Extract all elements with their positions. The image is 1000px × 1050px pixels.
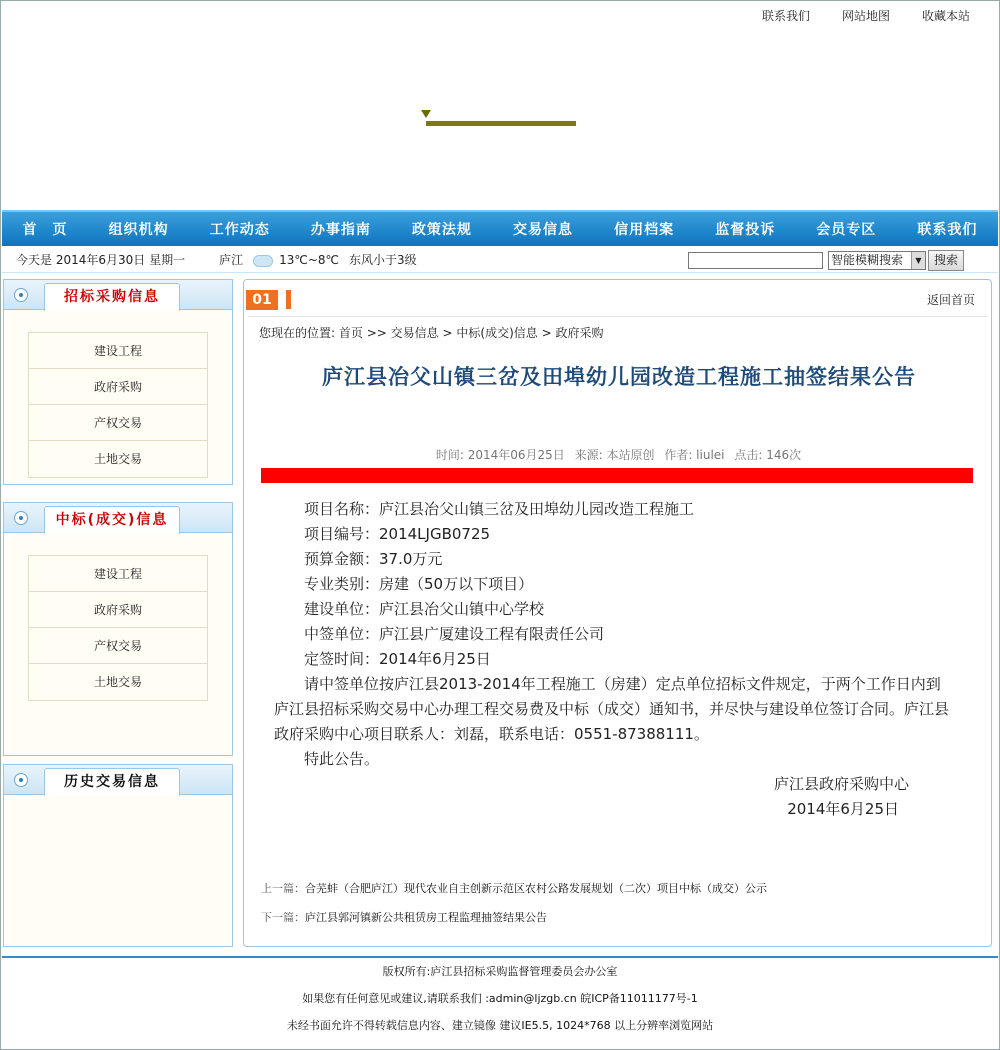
top-link-favorite[interactable]: 收藏本站 [921, 9, 970, 23]
divider [248, 316, 987, 317]
nav-organization[interactable]: 组织机构 [108, 222, 169, 238]
next-article-link[interactable]: 庐江县郭河镇新公共租赁房工程监理抽签结果公告 [305, 911, 547, 924]
article-line: 特此公告。 [304, 750, 380, 768]
weather-city: 庐江 [219, 253, 244, 267]
article-paragraph: 请中签单位按庐江县2013-2014年工程施工（房建）定点单位招标文件规定，于两个工作日内到庐江县招标采购交易中心办理工程交易费及中标（成交）通知书，并尽快与建设单位签订合同。庐江县政府采购中心项目联系人：刘磊，联系电话：0551-87388111。 [274, 675, 950, 743]
back-home-link[interactable]: 返回首页 [926, 293, 975, 307]
red-divider [261, 468, 973, 483]
breadcrumb-sep: >> [366, 326, 387, 340]
bid-item-property[interactable]: 产权交易 [29, 405, 207, 441]
sidebox-win-header [4, 503, 232, 533]
prev-article-link[interactable]: 合芜蚌（合肥庐江）现代农业自主创新示范区农村公路发展规划（二次）项目中标（成交）公示 [305, 882, 767, 895]
breadcrumb-trade-info[interactable]: 交易信息 [390, 326, 439, 340]
search-input[interactable] [688, 252, 823, 269]
article-line: 专业类别：房建（50万以下项目） [304, 575, 534, 593]
search-button[interactable]: 搜索 [928, 250, 964, 271]
next-label: 下一篇： [261, 911, 305, 924]
nav-contact[interactable]: 联系我们 [917, 222, 978, 238]
nav-guide[interactable]: 办事指南 [310, 222, 371, 238]
prev-label: 上一篇： [261, 882, 305, 895]
win-item-property[interactable]: 产权交易 [29, 628, 207, 664]
circle-bullet-icon [14, 773, 28, 787]
nav-work-news[interactable]: 工作动态 [209, 222, 270, 238]
top-link-sitemap[interactable]: 网站地图 [841, 9, 890, 23]
next-article [261, 909, 547, 925]
section-number: 01 [246, 290, 278, 310]
article-line: 项目名称：庐江县冶父山镇三岔及田埠幼儿园改造工程施工 [304, 500, 695, 518]
top-link-contact[interactable]: 联系我们 [761, 9, 810, 23]
circle-bullet-icon [14, 288, 28, 302]
article-line: 中签单位：庐江县广厦建设工程有限责任公司 [304, 625, 605, 643]
top-links [762, 7, 970, 24]
meta-clicks: 点击: 146次 [734, 448, 802, 462]
win-item-gov-purchase[interactable]: 政府采购 [29, 592, 207, 628]
article-line: 预算金额：37.0万元 [304, 550, 443, 568]
breadcrumb [259, 324, 604, 341]
sidebox-bid-list [28, 332, 208, 478]
sidebox-win-list [28, 555, 208, 701]
main-nav [2, 210, 998, 246]
nav-credit[interactable]: 信用档案 [614, 222, 675, 238]
footer-notice: 未经书面允许不得转载信息内容、建立镜像 建议IE5.5, 1024*768 以上分辨率浏览网站 [286, 1019, 714, 1032]
article-body [274, 497, 949, 822]
breadcrumb-label: 您现在的位置: [259, 326, 336, 340]
banner-line [426, 121, 576, 126]
search-mode-select[interactable] [828, 251, 926, 270]
sidebox-history-title[interactable]: 历史交易信息 [44, 768, 180, 796]
article-title: 庐江县冶父山镇三岔及田埠幼儿园改造工程施工抽签结果公告 [322, 364, 916, 389]
sidebox-win-title: 中标(成交)信息 [44, 506, 180, 534]
article-line: 建设单位：庐江县冶父山镇中心学校 [304, 600, 545, 618]
signature-date: 2014年6月25日 [787, 800, 899, 818]
circle-bullet-icon [14, 511, 28, 525]
cloud-icon [253, 255, 273, 267]
sidebox-history-header [4, 765, 232, 795]
article-line: 项目编号：2014LJGB0725 [304, 525, 491, 543]
win-item-construction[interactable]: 建设工程 [29, 556, 207, 592]
footer-contact: 如果您有任何意见或建议,请联系我们 :admin@ljzgb.cn 皖ICP备11011177号-1 [302, 992, 698, 1005]
search-mode-value: 智能模糊搜索 [831, 253, 904, 267]
weather-temp: 13℃~8℃ [279, 252, 340, 267]
win-item-land[interactable]: 土地交易 [29, 664, 207, 700]
info-bar [2, 247, 998, 273]
article-panel [243, 279, 992, 947]
sidebox-bid-title: 招标采购信息 [44, 283, 180, 311]
meta-source: 来源: 本站原创 [574, 448, 655, 462]
article-meta [244, 446, 993, 463]
dropdown-arrow-icon[interactable]: ▼ [911, 252, 925, 269]
article-line: 定签时间：2014年6月25日 [304, 650, 491, 668]
sidebox-win [3, 502, 233, 756]
footer [2, 956, 998, 1039]
today-date: 今天是 2014年6月30日 星期一 [16, 253, 186, 267]
nav-trade-info[interactable]: 交易信息 [513, 222, 574, 238]
footer-copyright: 版权所有:庐江县招标采购监督管理委员会办公室 [382, 965, 618, 978]
nav-complaint[interactable]: 监督投诉 [715, 222, 776, 238]
meta-author: 作者: liulei [664, 448, 725, 462]
bid-item-land[interactable]: 土地交易 [29, 441, 207, 477]
breadcrumb-home[interactable]: 首页 [338, 326, 363, 340]
breadcrumb-win-info[interactable]: 中标(成交)信息 [456, 326, 538, 340]
section-marker [286, 290, 291, 309]
banner-triangle-icon [421, 110, 431, 118]
weather-wind: 东风小于3级 [349, 253, 417, 267]
sidebox-bid-header [4, 280, 232, 310]
sidebox-bid [3, 279, 233, 485]
signature: 庐江县政府采购中心 [773, 775, 909, 793]
breadcrumb-sep: > [442, 326, 453, 340]
breadcrumb-sep: > [541, 326, 552, 340]
bid-item-construction[interactable]: 建设工程 [29, 333, 207, 369]
nav-home[interactable]: 首 页 [22, 222, 68, 238]
nav-policy[interactable]: 政策法规 [411, 222, 472, 238]
breadcrumb-gov-purchase[interactable]: 政府采购 [555, 326, 604, 340]
nav-members[interactable]: 会员专区 [816, 222, 877, 238]
meta-time: 时间: 2014年06月25日 [435, 448, 565, 462]
bid-item-gov-purchase[interactable]: 政府采购 [29, 369, 207, 405]
sidebox-history [3, 764, 233, 947]
prev-article [261, 880, 767, 896]
